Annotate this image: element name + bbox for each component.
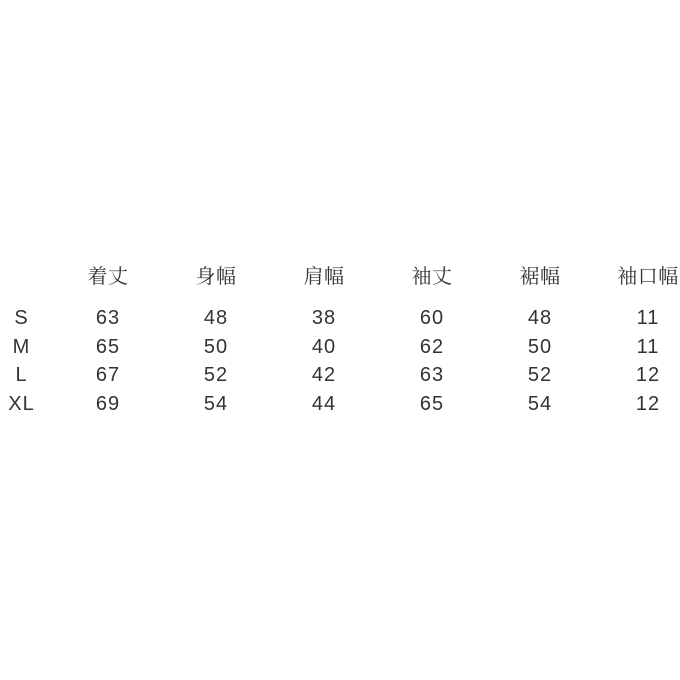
- cell-value: 54: [203, 392, 229, 415]
- size-label-s: S: [14, 307, 29, 330]
- col-header-sleeve-length: 袖丈: [411, 266, 453, 289]
- cell-value: 52: [527, 364, 553, 387]
- cell-value: 50: [203, 335, 229, 358]
- cell-value: 40: [311, 335, 337, 358]
- cell-value: 54: [527, 392, 553, 415]
- cell-value: 48: [203, 307, 229, 330]
- size-label-m: M: [12, 335, 31, 358]
- cell-value: 12: [635, 364, 661, 387]
- cell-value: 11: [636, 307, 660, 330]
- cell-value: 63: [419, 364, 445, 387]
- cell-value: 60: [419, 307, 445, 330]
- col-header-body-width: 身幅: [195, 266, 237, 289]
- cell-value: 52: [203, 364, 229, 387]
- cell-value: 69: [95, 392, 121, 415]
- col-header-hem-width: 裾幅: [519, 266, 561, 289]
- col-header-cuff-width: 袖口幅: [617, 266, 679, 289]
- col-header-length: 着丈: [87, 266, 129, 289]
- cell-value: 62: [419, 335, 445, 358]
- cell-value: 65: [95, 335, 121, 358]
- cell-value: 38: [311, 307, 337, 330]
- cell-value: 42: [311, 364, 337, 387]
- cell-value: 50: [527, 335, 553, 358]
- size-label-xl: XL: [8, 392, 35, 415]
- cell-value: 44: [311, 392, 337, 415]
- corner-empty-cell: [0, 245, 54, 305]
- size-chart-table: [0, 245, 680, 419]
- cell-value: 67: [95, 364, 121, 387]
- cell-value: 12: [635, 392, 661, 415]
- cell-value: 11: [636, 335, 660, 358]
- cell-value: 48: [527, 307, 553, 330]
- size-label-l: L: [15, 364, 28, 387]
- cell-value: 63: [95, 307, 121, 330]
- cell-value: 65: [419, 392, 445, 415]
- col-header-shoulder-width: 肩幅: [303, 266, 345, 289]
